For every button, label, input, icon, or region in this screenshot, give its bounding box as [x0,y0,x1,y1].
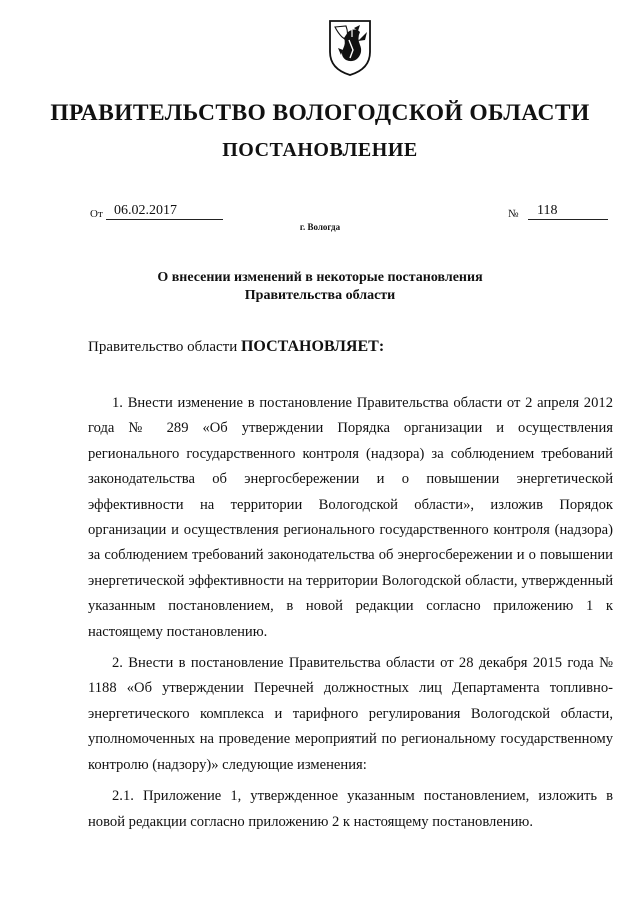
document-number: 118 [537,203,558,218]
government-heading: ПРАВИТЕЛЬСТВО ВОЛОГОДСКОЙ ОБЛАСТИ [50,100,590,126]
city-label: г. Вологда [299,222,341,232]
date-underline [106,219,223,220]
paragraph-2: 2. Внести в постановление Правительства области от 28 декабря 2015 года № 1188 «Об утверждении Перечней должностных лиц Департамента топливно-энергетического комплекса и тарифного регулирования Вологодской области, уполномоченных на проведение мероприятий по региональному государственному контролю (надзору)» следующие изменения: [88,655,613,773]
number-underline [528,219,608,220]
date-prefix-label: От [90,208,103,220]
preamble [88,338,384,356]
paragraph-1: 1. Внести изменение в постановление Правительства области от 2 апреля 2012 года № 289 «Об утверждении Порядка организации и осуществления регионального государственного контроля (надзора) за соблюдением требований законодательства об энергосбережении и о повышении энергетической эффективности на территории Вологодской области», изложив Порядок организации и осуществления регионального государственного контроля (надзора) за соблюдением требований законодательства об энергосбережении и о повышении энергетической эффективности на территории Вологодской области, утвержденный указанным постановлением, в новой редакции согласно приложению 1 к настоящему постановлению. [88,395,613,640]
document-date: 06.02.2017 [114,203,177,218]
paragraph-2-1: 2.1. Приложение 1, утвержденное указанным постановлением, изложить в новой редакции согласно приложению 2 к настоящему постановлению. [88,788,613,830]
coat-of-arms-icon [327,18,373,78]
document-title-line-1: О внесении изменений в некоторые постановления [157,270,483,285]
document-type-heading: ПОСТАНОВЛЕНИЕ [222,139,418,161]
document-body [88,391,613,835]
preamble-subject: Правительство области [88,339,238,355]
document-title-line-2: Правительства области [244,288,396,303]
number-prefix-label: № [508,208,519,220]
preamble-verb: ПОСТАНОВЛЯЕТ: [240,338,385,355]
document-title [0,269,640,305]
